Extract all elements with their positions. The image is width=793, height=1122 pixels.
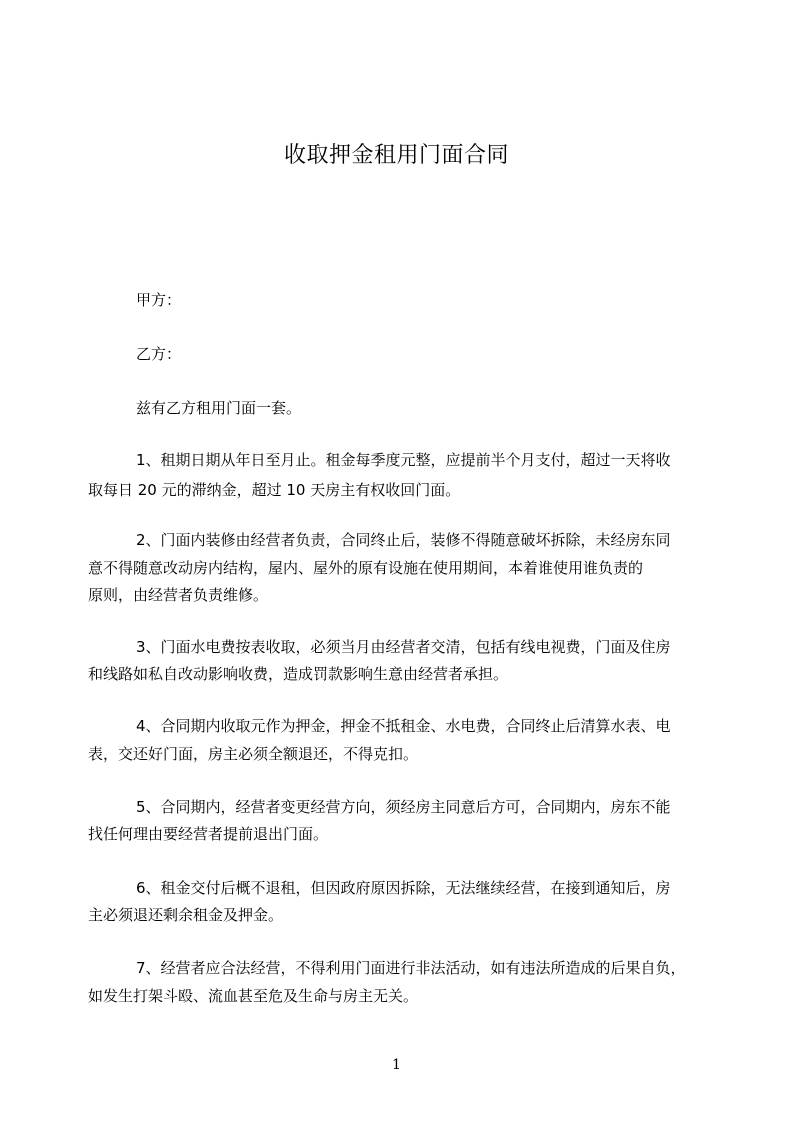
clause-line: 6、租金交付后概不退租，但因政府原因拆除，无法继续经营，在接到通知后，房 — [136, 879, 671, 897]
intro-paragraph: 兹有乙方租用门面一套。 — [136, 399, 302, 417]
clause-line: 意不得随意改动房内结构，屋内、屋外的原有设施在使用期间，本着谁使用谁负责的 — [88, 559, 644, 577]
clause-line: 4、合同期内收取元作为押金，押金不抵租金、水电费，合同终止后清算水表、电 — [136, 717, 671, 735]
clause-line: 2、门面内装修由经营者负责，合同终止后，装修不得随意破坏拆除，未经房东同 — [136, 531, 671, 549]
document-title: 收取押金租用门面合同 — [283, 143, 509, 168]
party-a-label: 甲方： — [136, 291, 182, 309]
clause-line: 找任何理由要经营者提前退出门面。 — [88, 825, 329, 843]
clause-line: 7、经营者应合法经营，不得利用门面进行非法活动，如有违法所造成的后果自负， — [136, 959, 686, 977]
clause-line: 表，交还好门面，房主必须全额退还，不得克扣。 — [88, 745, 419, 763]
party-b-label: 乙方： — [136, 345, 182, 363]
clause-line: 1、租期日期从年日至月止。租金每季度元整，应提前半个月支付，超过一天将收 — [136, 451, 671, 469]
clause-line: 主必须退还剩余租金及押金。 — [88, 906, 284, 924]
clause-line: 5、合同期内，经营者变更经营方向，须经房主同意后方可，合同期内，房东不能 — [136, 798, 671, 816]
clause-line: 原则，由经营者负责维修。 — [88, 586, 269, 604]
clause-line: 如发生打架斗殴、流血甚至危及生命与房主无关。 — [88, 987, 419, 1005]
clause-line: 取每日 20 元的滞纳金，超过 10 天房主有权收回门面。 — [88, 481, 461, 499]
clause-line: 3、门面水电费按表收取，必须当月由经营者交清，包括有线电视费，门面及住房 — [136, 638, 671, 656]
page-number: 1 — [392, 1057, 401, 1073]
clause-line: 和线路如私自改动影响收费，造成罚款影响生意由经营者承担。 — [88, 665, 509, 683]
